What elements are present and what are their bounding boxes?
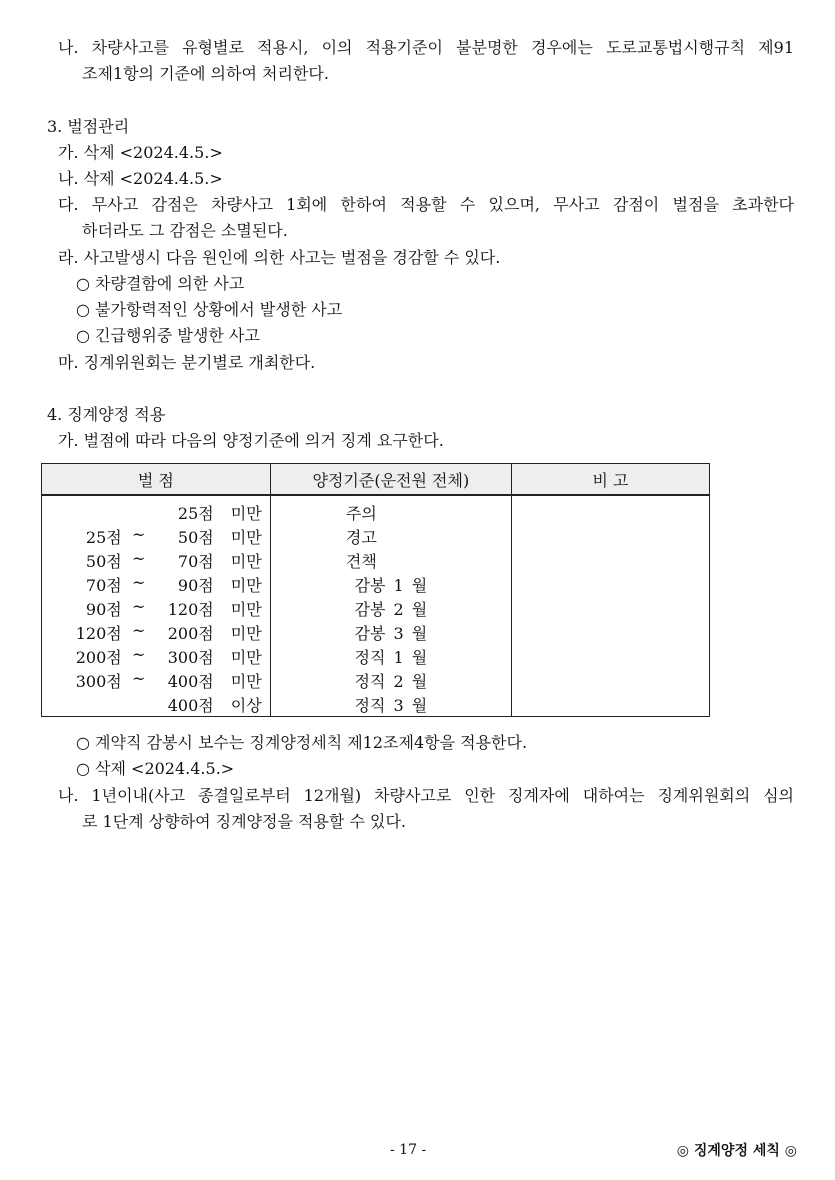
section-3-item-da-line2: 하더라도 그 감점은 소멸된다. [82, 221, 288, 240]
range-from: 25점 [85, 527, 122, 547]
cell-points-range [42, 572, 271, 596]
bullet-force-majeure: ○ 불가항력적인 상황에서 발생한 사고 [76, 300, 343, 319]
table-row [42, 596, 710, 620]
cell-remarks [512, 668, 710, 692]
range-unit: 미만 [230, 575, 262, 595]
section-3-item-ma: 마. 징계위원회는 분기별로 개최한다. [58, 353, 316, 372]
range-from: 90점 [85, 599, 122, 619]
standard-text: 주의 [345, 503, 377, 523]
range-from: 300점 [75, 671, 122, 691]
range-from [66, 693, 122, 716]
section-3-title: 3. 벌점관리 [47, 117, 130, 136]
header-penalty-points: 벌 점 [42, 464, 271, 496]
note-deleted: ○ 삭제 <2024.4.5.> [76, 759, 235, 778]
cell-discipline-standard [270, 644, 511, 668]
range-separator [122, 693, 156, 716]
table-row [42, 548, 710, 572]
range-unit: 미만 [230, 623, 262, 643]
table-row [42, 692, 710, 717]
cell-discipline-standard [270, 596, 511, 620]
range-unit: 미만 [230, 599, 262, 619]
range-separator: ~ [132, 596, 146, 616]
cell-discipline-standard [270, 495, 511, 524]
paragraph-na-line1: 나. 차량사고를 유형별로 적용시, 이의 적용기준이 불분명한 경우에는 도로교통법시행규칙 제91 [58, 38, 794, 57]
standard-text: 감봉 3 월 [354, 623, 428, 643]
cell-remarks [512, 644, 710, 668]
standard-text: 감봉 1 월 [354, 575, 428, 595]
footer-document-title: ◎ 징계양정 세칙 ◎ [676, 1143, 797, 1159]
cell-points-range [42, 620, 271, 644]
table-header-row [42, 464, 710, 496]
section-4-item-na-line2: 로 1단계 상향하여 징계양정을 적용할 수 있다. [82, 812, 406, 831]
range-to: 120점 [167, 599, 214, 619]
cell-remarks [512, 596, 710, 620]
cell-remarks [512, 620, 710, 644]
standard-text: 견책 [345, 551, 377, 571]
cell-discipline-standard [270, 668, 511, 692]
range-to: 400점 [167, 671, 214, 691]
section-3-item-da-line1: 다. 무사고 감점은 차량사고 1회에 한하여 적용할 수 있으며, 무사고 감점이 벌점을 초과한다 [58, 195, 794, 214]
table-row [42, 620, 710, 644]
cell-points-range [42, 596, 271, 620]
range-separator: ~ [132, 572, 146, 592]
cell-points-range [42, 548, 271, 572]
standard-text: 정직 3 월 [354, 695, 428, 715]
range-to: 200점 [167, 623, 214, 643]
paragraph-na-line2: 조제1항의 기준에 의하여 처리한다. [82, 64, 329, 83]
range-from: 120점 [75, 623, 122, 643]
cell-discipline-standard [270, 524, 511, 548]
section-3-item-ra: 라. 사고발생시 다음 원인에 의한 사고는 벌점을 경감할 수 있다. [58, 248, 501, 267]
range-unit: 미만 [230, 551, 262, 571]
penalty-table [41, 463, 710, 717]
cell-points-range [42, 668, 271, 692]
cell-points-range [42, 692, 271, 717]
cell-remarks [512, 548, 710, 572]
table-body [42, 495, 710, 717]
cell-points-range [42, 524, 271, 548]
section-4-item-ga: 가. 벌점에 따라 다음의 양정기준에 의거 징계 요구한다. [58, 431, 444, 450]
cell-remarks [512, 495, 710, 524]
cell-remarks [512, 692, 710, 717]
range-to: 90점 [177, 575, 214, 595]
header-remarks: 비 고 [512, 464, 710, 496]
cell-points-range [42, 644, 271, 668]
header-discipline-standard: 양정기준(운전원 전체) [270, 464, 511, 496]
range-unit: 미만 [230, 647, 262, 667]
range-to: 300점 [167, 647, 214, 667]
cell-points-range [42, 495, 271, 524]
section-4-item-na-line1: 나. 1년이내(사고 종결일로부터 12개월) 차량사고로 인한 징계자에 대하여는 징계위원회의 심의 [58, 786, 794, 805]
standard-text: 감봉 2 월 [354, 599, 428, 619]
range-separator: ~ [132, 668, 146, 688]
range-to: 400점 [167, 695, 214, 715]
cell-discipline-standard [270, 692, 511, 717]
range-unit: 이상 [230, 695, 262, 715]
range-separator: ~ [132, 644, 146, 664]
range-to: 25점 [177, 503, 214, 523]
range-unit: 미만 [230, 503, 262, 523]
table-row [42, 668, 710, 692]
range-separator [122, 501, 156, 524]
cell-discipline-standard [270, 572, 511, 596]
cell-discipline-standard [270, 548, 511, 572]
cell-discipline-standard [270, 620, 511, 644]
cell-remarks [512, 524, 710, 548]
range-from: 70점 [85, 575, 122, 595]
range-to: 50점 [177, 527, 214, 547]
range-from: 200점 [75, 647, 122, 667]
section-4-title: 4. 징계양정 적용 [47, 405, 166, 424]
range-unit: 미만 [230, 671, 262, 691]
range-separator: ~ [132, 524, 146, 544]
section-3-item-ga: 가. 삭제 <2024.4.5.> [58, 143, 223, 162]
standard-text: 정직 1 월 [354, 647, 428, 667]
range-from: 50점 [85, 551, 122, 571]
standard-text: 정직 2 월 [354, 671, 428, 691]
standard-text: 경고 [345, 527, 377, 547]
table-row [42, 524, 710, 548]
bullet-emergency-action: ○ 긴급행위중 발생한 사고 [76, 326, 260, 345]
table-row [42, 572, 710, 596]
table-row [42, 644, 710, 668]
cell-remarks [512, 572, 710, 596]
range-to: 70점 [177, 551, 214, 571]
table-row [42, 495, 710, 524]
range-separator: ~ [132, 620, 146, 640]
range-unit: 미만 [230, 527, 262, 547]
page-number: - 17 - [390, 1142, 427, 1158]
range-separator: ~ [132, 548, 146, 568]
range-from [66, 501, 122, 524]
section-3-item-na: 나. 삭제 <2024.4.5.> [58, 169, 223, 188]
note-contract-pay-cut: ○ 계약직 감봉시 보수는 징계양정세칙 제12조제4항을 적용한다. [76, 733, 528, 752]
bullet-vehicle-defect: ○ 차량결함에 의한 사고 [76, 274, 245, 293]
